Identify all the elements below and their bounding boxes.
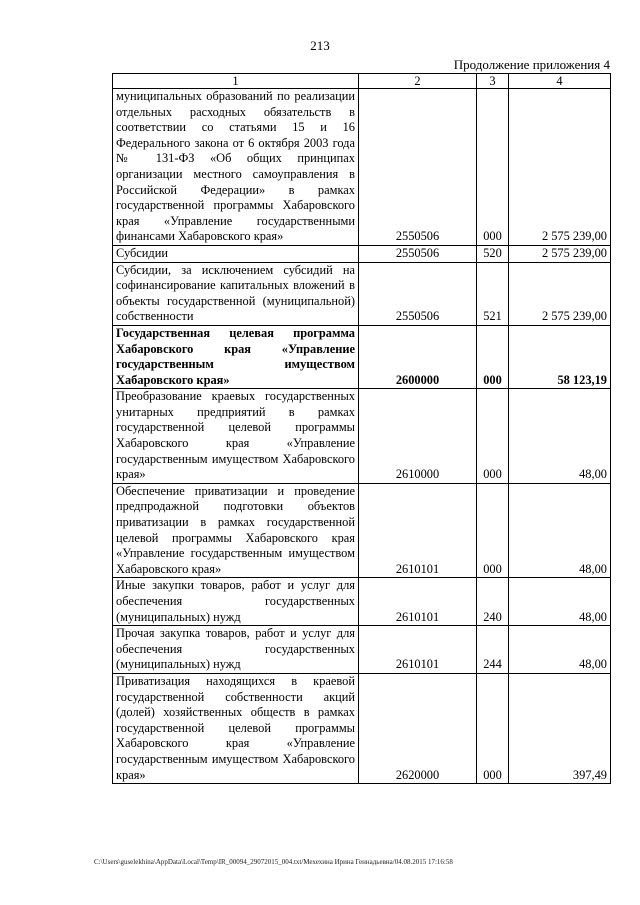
- table-row: [113, 673, 611, 783]
- row-amount: 48,00: [509, 483, 611, 578]
- table-row: [113, 262, 611, 325]
- continuation-note: Продолжение приложения 4: [453, 57, 610, 72]
- budget-table: [112, 73, 611, 784]
- row-type: 521: [477, 262, 509, 325]
- page-number: 213: [310, 38, 330, 53]
- row-name: Субсидии, за исключением субсидий на софинансирование капитальных вложений в объекты государственной (муниципальной) собственности: [113, 262, 359, 325]
- row-amount: 397,49: [509, 673, 611, 783]
- row-code: 2550506: [359, 89, 477, 246]
- row-code: 2610101: [359, 626, 477, 674]
- table-row: [113, 578, 611, 626]
- row-name: Преобразование краевых государственных унитарных предприятий в рамках государственной целевой программы Хабаровского края «Управление государственным имуществом Хабаровского края»: [113, 389, 359, 484]
- table-row: [113, 483, 611, 578]
- row-name: Прочая закупка товаров, работ и услуг для обеспечения государственных (муниципальных) нужд: [113, 626, 359, 674]
- table-row: [113, 389, 611, 484]
- file-path-footer: C:\Users\guselekhina\AppData\Local\Temp\IR_00094_29072015_004.txt/Мехехина Ирина Геннадьевна/04.08.2015 17:16:58: [94, 858, 453, 866]
- row-name: муниципальных образований по реализации отдельных расходных обязательств в соответствии со статьями 15 и 16 Федерального закона от 6 октября 2003 года № 131-ФЗ «Об общих принципах организации местного самоуправления в Российской Федерации» в рамках государственной программы Хабаровского края «Управление государственными финансами Хабаровского края»: [113, 89, 359, 246]
- table-row: [113, 626, 611, 674]
- row-name: Обеспечение приватизации и проведение предпродажной подготовки объектов приватизации в рамках государственной целевой программы Хабаровского края «Управление государственным имуществом Хабаровского края»: [113, 483, 359, 578]
- row-amount: 2 575 239,00: [509, 262, 611, 325]
- row-amount: 2 575 239,00: [509, 245, 611, 262]
- row-code: 2610000: [359, 389, 477, 484]
- row-amount: 58 123,19: [509, 325, 611, 388]
- row-code: 2550506: [359, 262, 477, 325]
- row-type: 000: [477, 673, 509, 783]
- row-name: Субсидии: [113, 245, 359, 262]
- table-row: [113, 89, 611, 246]
- row-code: 2610101: [359, 483, 477, 578]
- row-type: 000: [477, 89, 509, 246]
- row-code: 2610101: [359, 578, 477, 626]
- table-row: [113, 245, 611, 262]
- row-type: 240: [477, 578, 509, 626]
- column-header-type: 3: [477, 74, 509, 89]
- row-code: 2600000: [359, 325, 477, 388]
- row-amount: 2 575 239,00: [509, 89, 611, 246]
- row-name: Приватизация находящихся в краевой государственной собственности акций (долей) хозяйственных обществ в рамках государственной целевой программы Хабаровского края «Управление государственным имуществом Хабаровского края»: [113, 673, 359, 783]
- column-header-name: 1: [113, 74, 359, 89]
- table-header-row: [113, 74, 611, 89]
- table-row: [113, 325, 611, 388]
- row-type: 000: [477, 389, 509, 484]
- row-code: 2550506: [359, 245, 477, 262]
- column-header-amount: 4: [509, 74, 611, 89]
- row-type: 244: [477, 626, 509, 674]
- row-name: Иные закупки товаров, работ и услуг для обеспечения государственных (муниципальных) нужд: [113, 578, 359, 626]
- row-amount: 48,00: [509, 389, 611, 484]
- column-header-code: 2: [359, 74, 477, 89]
- row-code: 2620000: [359, 673, 477, 783]
- row-type: 000: [477, 483, 509, 578]
- row-type: 520: [477, 245, 509, 262]
- row-amount: 48,00: [509, 578, 611, 626]
- row-amount: 48,00: [509, 626, 611, 674]
- table-body: [113, 89, 611, 784]
- row-type: 000: [477, 325, 509, 388]
- row-name: Государственная целевая программа Хабаровского края «Управление государственным имуществом Хабаровского края»: [113, 325, 359, 388]
